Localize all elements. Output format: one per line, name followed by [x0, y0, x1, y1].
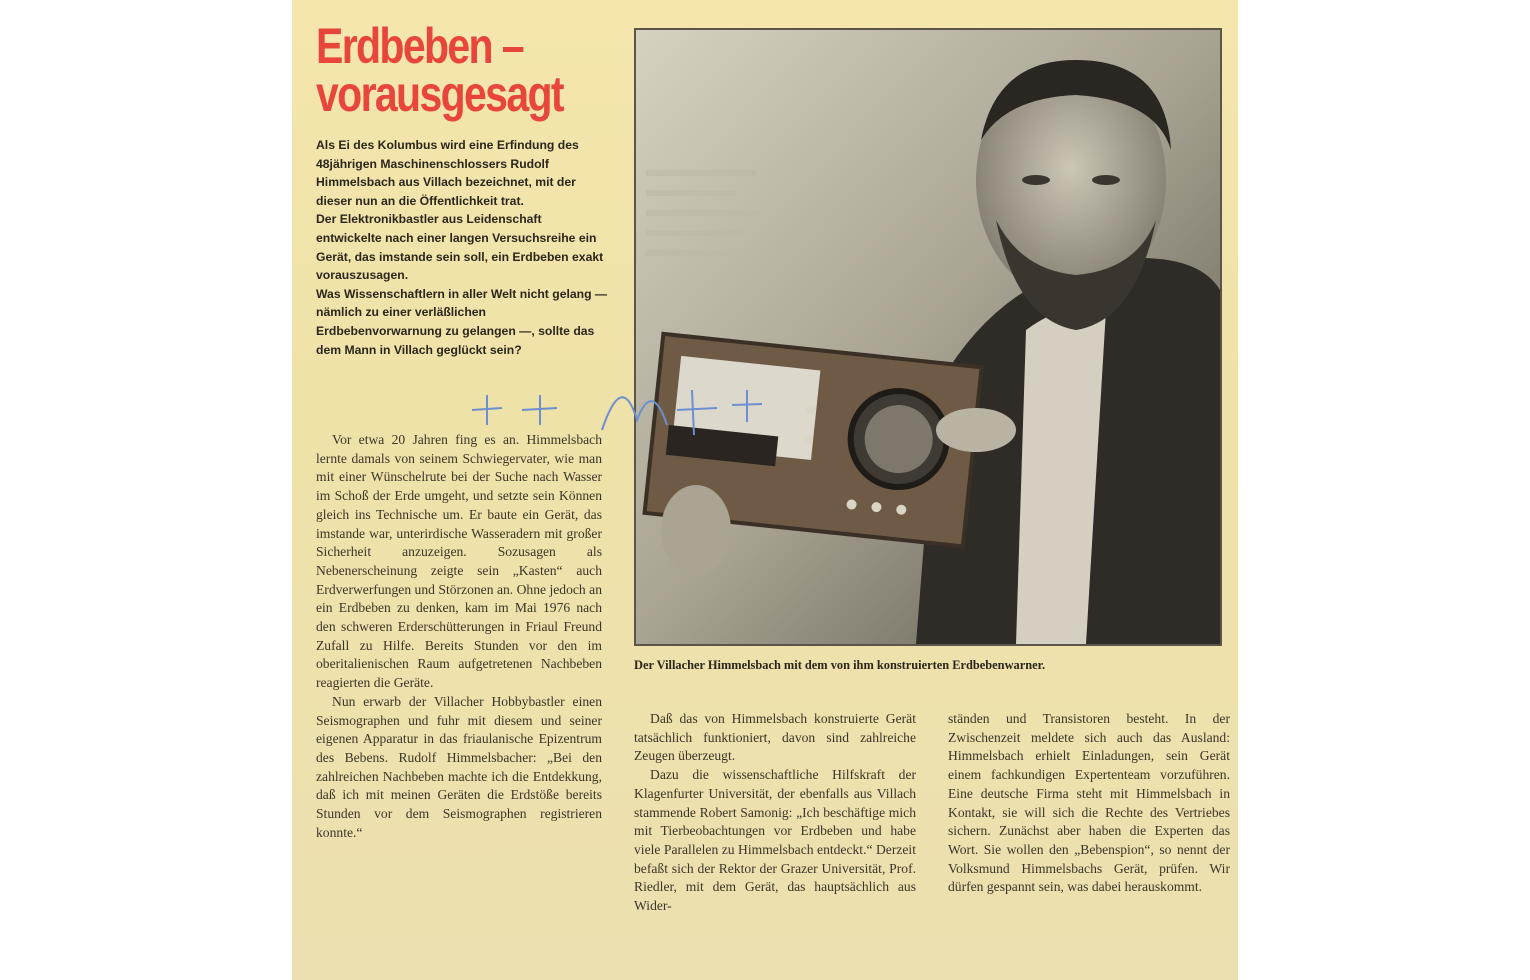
photo-illustration [636, 30, 1220, 644]
body-column-1 [316, 431, 602, 842]
body-paragraph: Vor etwa 20 Jahren fing es an. Himmelsbach lernte damals von seinem Schwiegervater, wie man mit einer Wünschelrute bei der Suche nach Wasser im Schoß der Erde umgeht, und setzte sein Können gleich ins Technische um. Er baute ein Gerät, das imstande war, unterirdische Wasseradern mit großer Sicherheit anzuzeigen. Sozusagen als Nebenerscheinung zeigte sein „Kasten“ auch Erdverwerfungen und Störzonen an. Ohne jedoch an ein Erdbeben zu denken, kam im Mai 1976 nach den schweren Erderschütterungen in Friaul Freund Zufall zu Hilfe. Bereits Stunden vor den im oberitalienischen Raum aufgetretenen Nachbeben reagierten die Geräte. [316, 432, 602, 691]
body-column-3 [948, 710, 1230, 897]
headline-line-1: Erdbeben – [316, 18, 523, 74]
lead-sentence-2: Der Elektronikbastler aus Leidenschaft entwickelte nach einer langen Versuchsreihe ein Gerät, das imstande sein soll, ein Erdbeben exakt vorauszusagen. [316, 212, 604, 283]
body-column-2 [634, 710, 916, 916]
body-paragraph: ständen und Transistoren besteht. In der Zwischenzeit meldete sich auch das Ausland: Himmelsbach erhielt Einladungen, sein Gerät einem fachkundigen Expertenteam vorzuführen. Eine deutsche Firma steht mit Himmelsbach in Kontakt, sie will sich die Rechte des Vertriebes sichern. Zunächst aber haben die Experten das Wort. Sie wollen den „Bebenspion“, so nennt der Volksmund Himmelsbachs Gerät, prüfen. Wir dürfen gespannt sein, was dabei herauskommt. [948, 711, 1230, 895]
lead-paragraph [316, 136, 608, 359]
photo-caption: Der Villacher Himmelsbach mit dem von ihm konstruierten Erdbebenwarner. [634, 658, 1046, 672]
lead-sentence-1: Als Ei des Kolumbus wird eine Erfindung des 48jährigen Maschinenschlossers Rudolf Himmelsbach aus Villach bezeichnet, mit der dieser nun an die Öffentlichkeit trat. [316, 138, 579, 208]
body-paragraph: Dazu die wissenschaftliche Hilfskraft der Klagenfurter Universität, der ebenfalls aus Villach stammende Robert Samonig: „Ich beschäftige mich mit Tierbeobachtungen vor Erdbeben und habe viele Parallelen zu Himmelsbach entdeckt.“ Derzeit befaßt sich der Rektor der Grazer Universität, Prof. Riedler, mit dem Gerät, das hauptsächlich aus Wider- [634, 767, 916, 914]
body-paragraph: Daß das von Himmelsbach konstruierte Gerät tatsächlich funktioniert, davon sind zahlreiche Zeugen überzeugt. [634, 711, 916, 764]
newspaper-clipping [292, 0, 1238, 980]
headline [316, 18, 563, 122]
photo-man-with-device [634, 28, 1222, 646]
lead-sentence-3: Was Wissenschaftlern in aller Welt nicht gelang — nämlich zu einer verläßlichen Erdbebenvorwarnung zu gelangen —, sollte das dem Mann in Villach geglückt sein? [316, 286, 608, 357]
body-paragraph: Nun erwarb der Villacher Hobbybastler einen Seismographen und fuhr mit diesem und seiner eigenen Apparatur in das friaulanische Epizentrum des Bebens. Rudolf Himmelsbacher: „Bei den zahlreichen Nachbeben machte ich die Entdekkung, daß ich mit meinen Geräten die Erdstöße bereits Stunden vor dem Seismographen registrieren konnte.“ [316, 693, 602, 840]
headline-line-2: vorausgesagt [316, 66, 563, 122]
